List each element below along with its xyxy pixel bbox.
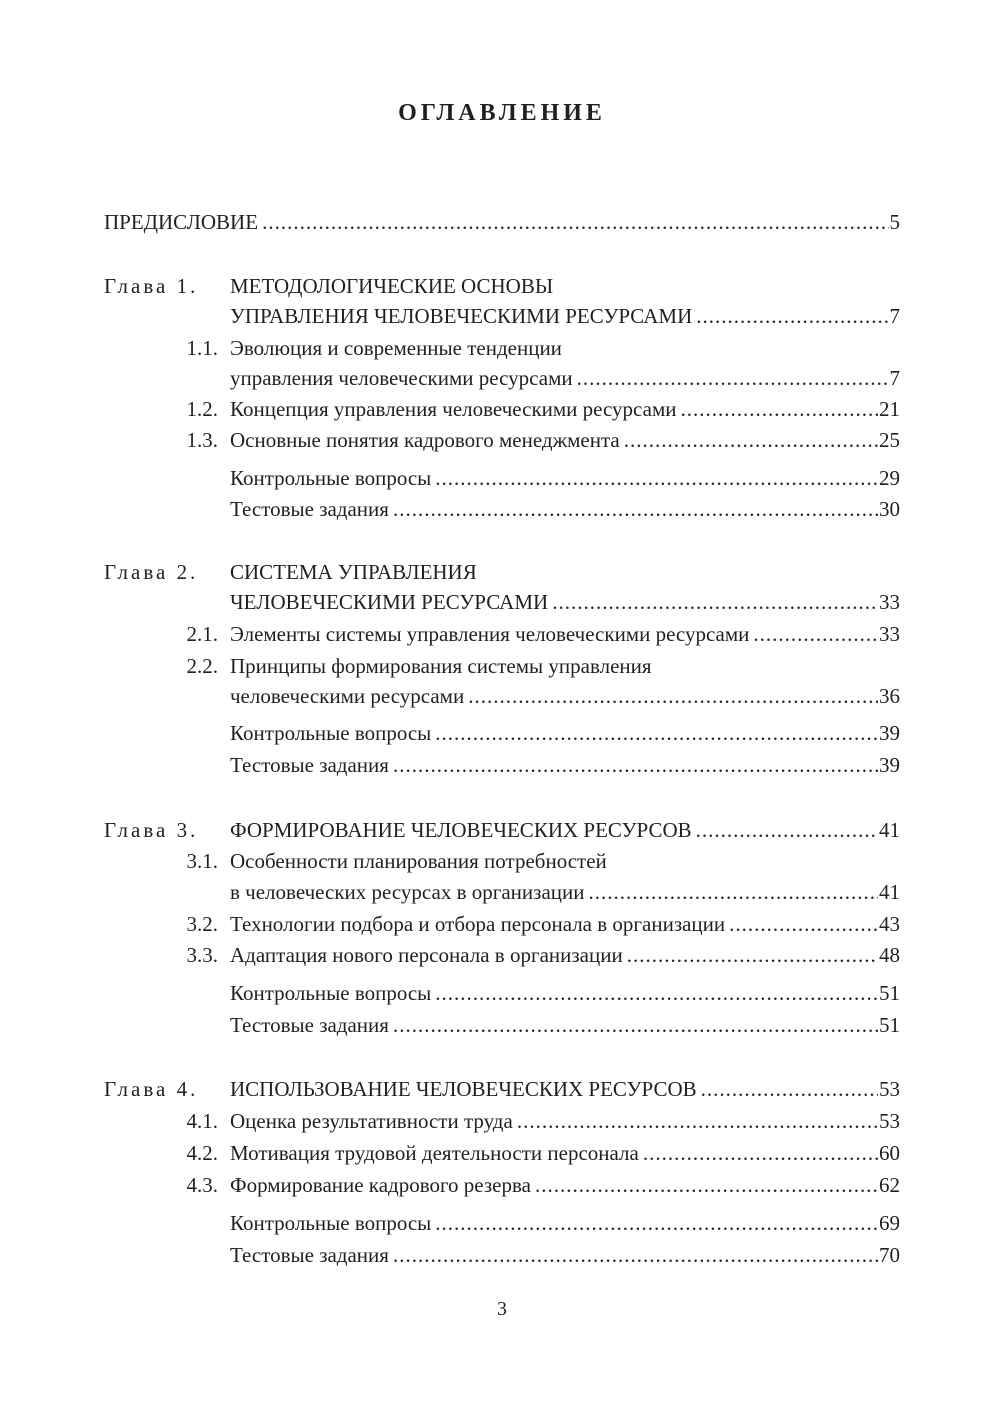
chapter-title-line: МЕТОДОЛОГИЧЕСКИЕ ОСНОВЫ <box>230 274 554 298</box>
toc-entry-preface[interactable] <box>104 207 900 237</box>
toc-page-number: 41 <box>879 880 900 904</box>
toc-control-questions-4[interactable] <box>104 1208 900 1238</box>
toc-section-2-1[interactable] <box>104 619 900 649</box>
toc-test-tasks-4[interactable] <box>104 1240 900 1270</box>
toc-entry-label: Контрольные вопросы <box>230 981 432 1005</box>
toc-page-number: 5 <box>889 210 900 234</box>
toc-entry-label: ПРЕДИСЛОВИЕ <box>104 210 259 234</box>
section-title-line: в человеческих ресурсах в организации <box>230 880 585 904</box>
dot-leader <box>696 301 888 331</box>
toc-page-number: 51 <box>879 981 900 1005</box>
toc-test-tasks-2[interactable] <box>104 750 900 780</box>
section-number: 2.1. <box>186 622 218 646</box>
toc-control-questions-3[interactable] <box>104 978 900 1008</box>
toc-page-number: 48 <box>879 943 900 967</box>
dot-leader <box>696 815 878 845</box>
section-number: 4.3. <box>186 1173 218 1197</box>
toc-chapter-2-heading[interactable] <box>104 557 900 587</box>
section-title-line: Основные понятия кадрового менеджмента <box>230 428 620 452</box>
toc-section-4-2[interactable] <box>104 1138 900 1168</box>
toc-section-3-1-cont[interactable] <box>104 877 900 907</box>
chapter-number: Глава 4. <box>104 1077 199 1101</box>
section-title-line: Элементы системы управления человеческими ресурсами <box>230 622 750 646</box>
dot-leader <box>435 978 878 1008</box>
section-number: 1.2. <box>186 397 218 421</box>
chapter-title-line: УПРАВЛЕНИЯ ЧЕЛОВЕЧЕСКИМИ РЕСУРСАМИ <box>230 304 693 328</box>
chapter-title-line: СИСТЕМА УПРАВЛЕНИЯ <box>230 560 477 584</box>
dot-leader <box>535 1170 878 1200</box>
toc-entry-label: Контрольные вопросы <box>230 1211 432 1235</box>
toc-section-1-1-cont[interactable] <box>104 363 900 393</box>
dot-leader <box>701 1074 878 1104</box>
toc-entry-label: Тестовые задания <box>230 1243 389 1267</box>
chapter-title-line: ИСПОЛЬЗОВАНИЕ ЧЕЛОВЕЧЕСКИХ РЕСУРСОВ <box>230 1077 697 1101</box>
toc-page-number: 53 <box>879 1109 900 1133</box>
toc-chapter-4-heading[interactable] <box>104 1074 900 1104</box>
toc-chapter-1-heading-cont[interactable] <box>104 301 900 331</box>
toc-section-1-1[interactable] <box>104 333 900 363</box>
section-title-line: Концепция управления человеческими ресурсами <box>230 397 677 421</box>
toc-page-number: 53 <box>879 1077 900 1101</box>
toc-page-number: 7 <box>889 304 900 328</box>
section-number: 3.1. <box>186 849 218 873</box>
section-title-line: человеческими ресурсами <box>230 684 465 708</box>
dot-leader <box>393 750 878 780</box>
toc-entry-label: Тестовые задания <box>230 753 389 777</box>
toc-test-tasks-1[interactable] <box>104 494 900 524</box>
dot-leader <box>435 718 878 748</box>
dot-leader <box>468 681 878 711</box>
toc-section-4-1[interactable] <box>104 1106 900 1136</box>
toc-page-number: 39 <box>879 721 900 745</box>
toc-page-number: 7 <box>889 366 900 390</box>
toc-section-4-3[interactable] <box>104 1170 900 1200</box>
dot-leader <box>517 1106 878 1136</box>
dot-leader <box>753 619 878 649</box>
chapter-number: Глава 3. <box>104 818 199 842</box>
chapter-title-line: ЧЕЛОВЕЧЕСКИМИ РЕСУРСАМИ <box>230 590 549 614</box>
section-title-line: Принципы формирования системы управления <box>230 654 652 678</box>
toc-entry-label: Тестовые задания <box>230 1013 389 1037</box>
dot-leader <box>393 1010 878 1040</box>
toc-page-number: 36 <box>879 684 900 708</box>
toc-page-number: 39 <box>879 753 900 777</box>
toc-page-number: 70 <box>879 1243 900 1267</box>
toc-page-number: 43 <box>879 912 900 936</box>
section-title-line: Формирование кадрового резерва <box>230 1173 531 1197</box>
dot-leader <box>435 1208 878 1238</box>
toc-page-number: 29 <box>879 466 900 490</box>
dot-leader <box>577 363 889 393</box>
toc-entry-label: Тестовые задания <box>230 497 389 521</box>
chapter-title-line: ФОРМИРОВАНИЕ ЧЕЛОВЕЧЕСКИХ РЕСУРСОВ <box>230 818 692 842</box>
toc-chapter-2-heading-cont[interactable] <box>104 587 900 617</box>
toc-page-number: 33 <box>879 590 900 614</box>
section-number: 3.2. <box>186 912 218 936</box>
toc-control-questions-1[interactable] <box>104 463 900 493</box>
section-number: 3.3. <box>186 943 218 967</box>
chapter-number: Глава 2. <box>104 560 199 584</box>
dot-leader <box>393 494 878 524</box>
dot-leader <box>624 425 878 455</box>
dot-leader <box>729 909 878 939</box>
page-number: 3 <box>497 1298 507 1320</box>
toc-page-number: 60 <box>879 1141 900 1165</box>
dot-leader <box>393 1240 878 1270</box>
section-title-line: Технологии подбора и отбора персонала в организации <box>230 912 726 936</box>
toc-section-3-1[interactable] <box>104 846 900 876</box>
toc-page-number: 62 <box>879 1173 900 1197</box>
dot-leader <box>627 940 878 970</box>
toc-section-2-2-cont[interactable] <box>104 681 900 711</box>
toc-page-number: 51 <box>879 1013 900 1037</box>
toc-section-1-2[interactable] <box>104 394 900 424</box>
dot-leader <box>435 463 878 493</box>
toc-section-2-2[interactable] <box>104 651 900 681</box>
dot-leader <box>552 587 878 617</box>
section-title-line: Мотивация трудовой деятельности персонала <box>230 1141 639 1165</box>
toc-page-number: 25 <box>879 428 900 452</box>
toc-test-tasks-3[interactable] <box>104 1010 900 1040</box>
toc-section-3-3[interactable] <box>104 940 900 970</box>
page-title: ОГЛАВЛЕНИЕ <box>398 100 606 126</box>
dot-leader <box>588 877 878 907</box>
section-title-line: управления человеческими ресурсами <box>230 366 573 390</box>
toc-entry-label: Контрольные вопросы <box>230 466 432 490</box>
toc-page-number: 33 <box>879 622 900 646</box>
section-number: 4.2. <box>186 1141 218 1165</box>
section-number: 1.3. <box>186 428 218 452</box>
chapter-number: Глава 1. <box>104 274 199 298</box>
section-title-line: Адаптация нового персонала в организации <box>230 943 623 967</box>
toc-section-1-3[interactable] <box>104 425 900 455</box>
section-number: 4.1. <box>186 1109 218 1133</box>
section-title-line: Оценка результативности труда <box>230 1109 513 1133</box>
section-title-line: Особенности планирования потребностей <box>230 849 607 873</box>
toc-chapter-3-heading[interactable] <box>104 815 900 845</box>
toc-section-3-2[interactable] <box>104 909 900 939</box>
dot-leader <box>680 394 878 424</box>
dot-leader <box>643 1138 878 1168</box>
toc-page-number: 30 <box>879 497 900 521</box>
toc-page-number: 21 <box>879 397 900 421</box>
toc-page-number: 69 <box>879 1211 900 1235</box>
toc-page-number: 41 <box>879 818 900 842</box>
toc-control-questions-2[interactable] <box>104 718 900 748</box>
dot-leader <box>262 207 888 237</box>
section-number: 2.2. <box>186 654 218 678</box>
toc-chapter-1-heading[interactable] <box>104 271 900 301</box>
section-title-line: Эволюция и современные тенденции <box>230 336 562 360</box>
section-number: 1.1. <box>186 336 218 360</box>
toc-entry-label: Контрольные вопросы <box>230 721 432 745</box>
